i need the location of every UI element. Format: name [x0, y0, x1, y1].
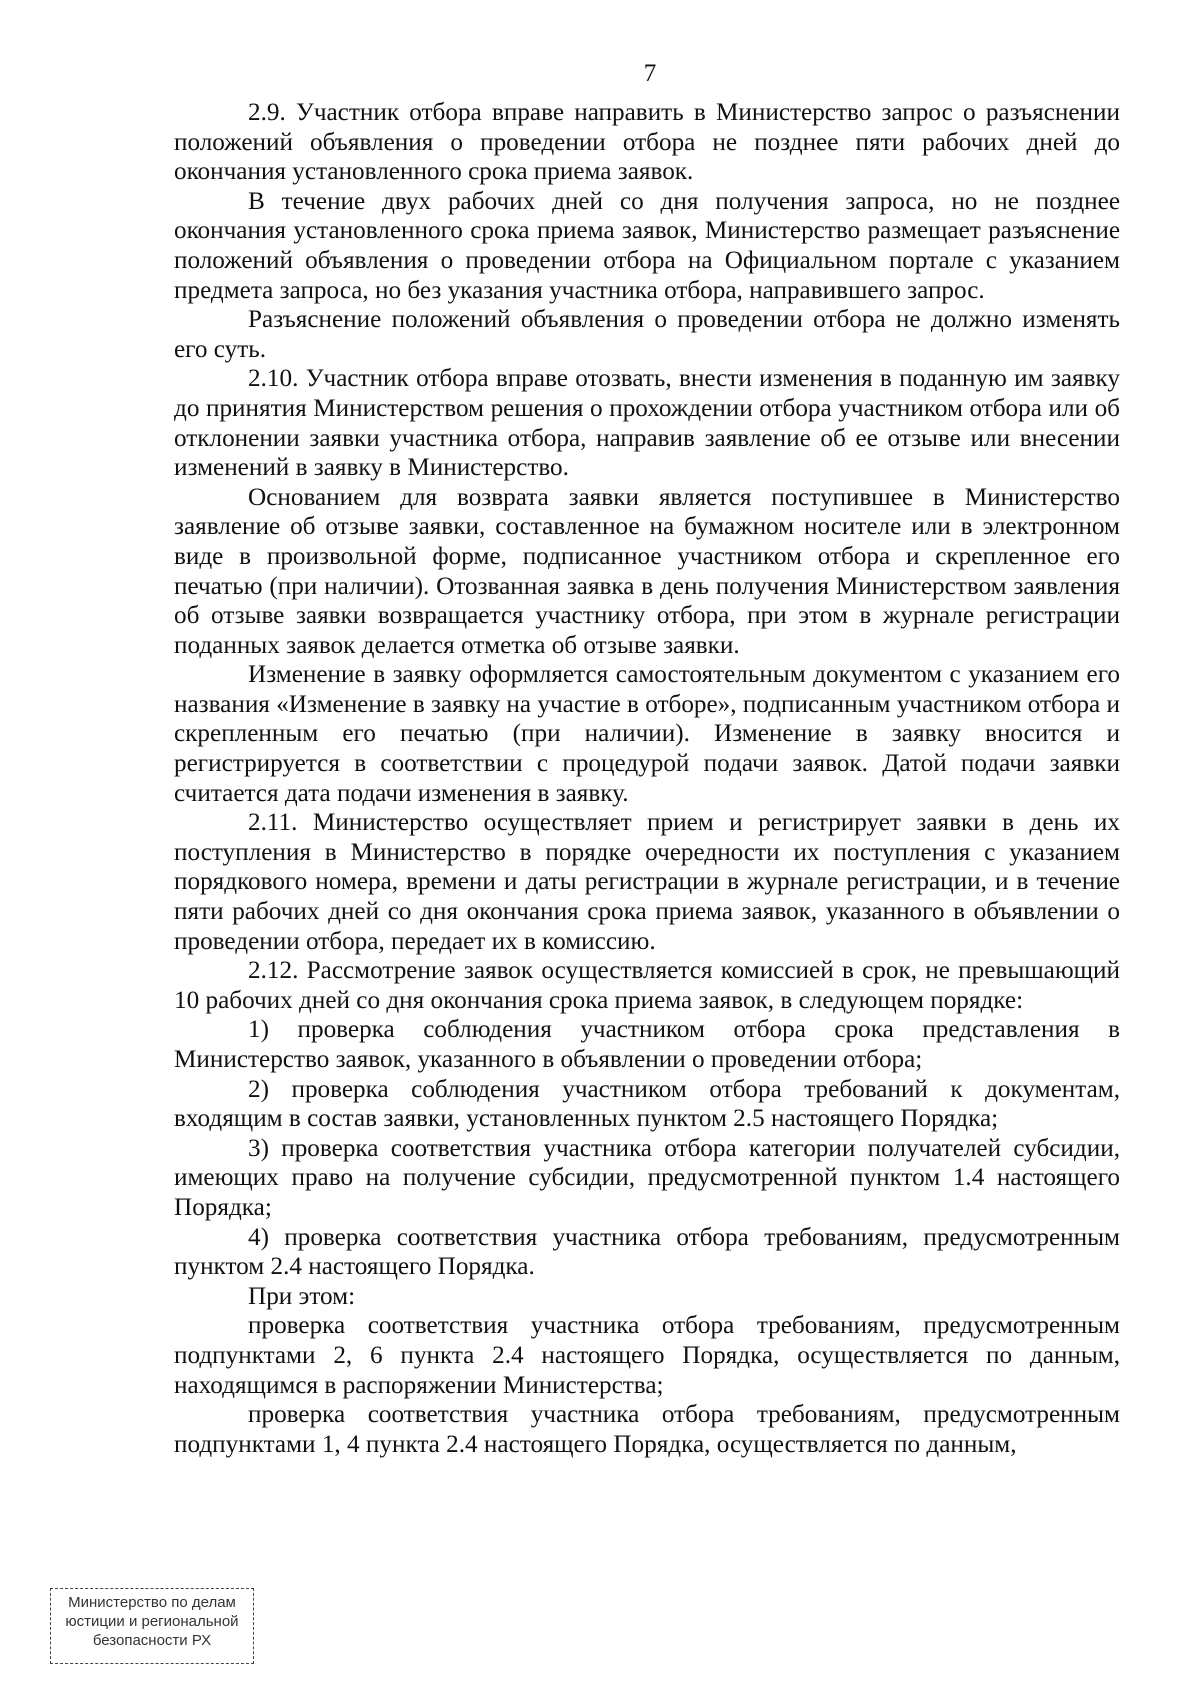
- list-item-4: 4) проверка соответствия участника отбора требованиям, предусмотренным пунктом 2.4 настоящего Порядка.: [174, 1223, 1120, 1281]
- stamp-line: юстиции и региональной: [65, 1613, 239, 1630]
- stamp-line: безопасности РХ: [92, 1632, 212, 1649]
- paragraph-check-subitems-2-6: проверка соответствия участника отбора требованиям, предусмотренным подпунктами 2, 6 пункта 2.4 настоящего Порядка, осуществляется по данным, находящимся в распоряжении Министерства;: [174, 1312, 1120, 1399]
- stamp-line: Министерство по делам: [68, 1594, 236, 1611]
- paragraph-clarification-posting: В течение двух рабочих дней со дня получения запроса, но не позднее окончания установленного срока приема заявок, Министерство размещает разъяснение положений объявления о проведении отбора на Официальном портале с указанием предмета запроса, но без указания участника отбора, направившего запрос.: [174, 187, 1120, 304]
- paragraph-2-10: 2.10. Участник отбора вправе отозвать, внести изменения в поданную им заявку до принятия Министерством решения о прохождении отбора участником отбора или об отклонении заявки участника отбора, направив заявление об ее отзыве или внесении изменений в заявку в Министерство.: [174, 365, 1120, 482]
- paragraph-at-the-same-time: При этом:: [248, 1282, 356, 1310]
- paragraph-2-11: 2.11. Министерство осуществляет прием и регистрирует заявки в день их поступления в Министерство в порядке очередности их поступления с указанием порядкового номера, времени и даты регистрации в журнале регистрации, и в течение пяти рабочих дней со дня окончания срока приема заявок, указанного в объявлении о проведении отбора, передает их в комиссию.: [174, 809, 1120, 955]
- document-body: [174, 98, 1120, 1459]
- paragraph-check-subitems-1-4: проверка соответствия участника отбора требованиям, предусмотренным подпунктами 1, 4 пункта 2.4 настоящего Порядка, осуществляется по данным,: [174, 1401, 1120, 1458]
- list-item-2: 2) проверка соблюдения участником отбора требований к документам, входящим в состав заявки, установленных пунктом 2.5 настоящего Порядка;: [174, 1075, 1120, 1133]
- paragraph-2-9: 2.9. Участник отбора вправе направить в Министерство запрос о разъяснении положений объявления о проведении отбора не позднее пяти рабочих дней до окончания установленного срока приема заявок.: [174, 99, 1120, 186]
- paragraph-clarification-essence: Разъяснение положений объявления о проведении отбора не должно изменять его суть.: [174, 306, 1120, 363]
- list-item-1: 1) проверка соблюдения участником отбора срока представления в Министерство заявок, указанного в объявлении о проведении отбора;: [174, 1016, 1120, 1073]
- paragraph-application-change: Изменение в заявку оформляется самостоятельным документом с указанием его названия «Изменение в заявку на участие в отборе», подписанным участником отбора и скрепленным его печатью (при наличии). Изменение в заявку вносится и регистрируется в соответствии с процедурой подачи заявок. Датой подачи заявки считается дата подачи изменения в заявку.: [174, 661, 1120, 807]
- page-number: 7: [643, 60, 657, 87]
- list-item-3: 3) проверка соответствия участника отбора категории получателей субсидии, имеющих право на получение субсидии, предусмотренной пунктом 1.4 настоящего Порядка;: [174, 1134, 1120, 1221]
- paragraph-return-basis: Основанием для возврата заявки является поступившее в Министерство заявление об отзыве заявки, составленное на бумажном носителе или в электронном виде в произвольной форме, подписанное участником отбора и скрепленное его печатью (при наличии). Отозванная заявка в день получения Министерством заявления об отзыве заявки возвращается участнику отбора, при этом в журнале регистрации поданных заявок делается отметка об отзыве заявки.: [174, 483, 1120, 659]
- paragraph-2-12: 2.12. Рассмотрение заявок осуществляется комиссией в срок, не превышающий 10 рабочих дней со дня окончания срока приема заявок, в следующем порядке:: [174, 957, 1120, 1014]
- ministry-stamp: [50, 1588, 254, 1664]
